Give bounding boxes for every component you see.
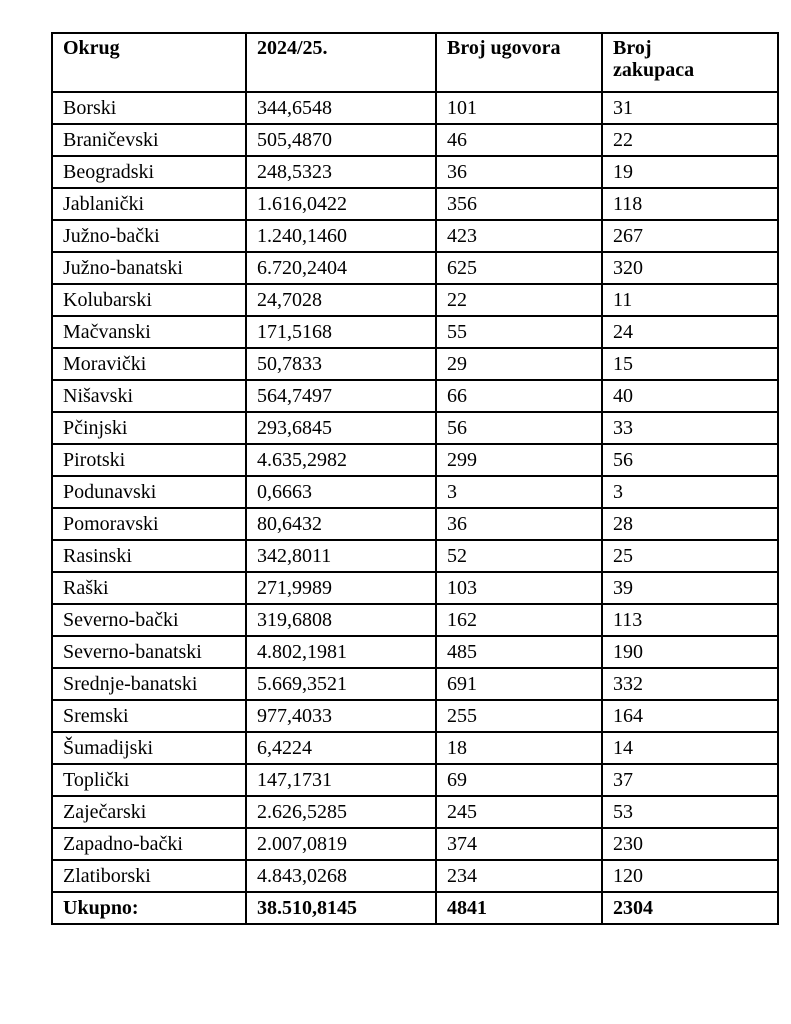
- cell-contracts: 66: [436, 380, 602, 412]
- table-row: [52, 156, 778, 188]
- cell-okrug: Severno-bački: [52, 604, 246, 636]
- cell-contracts: 625: [436, 252, 602, 284]
- cell-lessees: 113: [602, 604, 778, 636]
- cell-lessees: 24: [602, 316, 778, 348]
- cell-okrug: Srednje-banatski: [52, 668, 246, 700]
- cell-lessees: 120: [602, 860, 778, 892]
- cell-contracts: 423: [436, 220, 602, 252]
- table-row: [52, 92, 778, 124]
- district-lease-table: [51, 32, 779, 925]
- table-row: [52, 604, 778, 636]
- cell-okrug: Borski: [52, 92, 246, 124]
- cell-okrug: Mačvanski: [52, 316, 246, 348]
- cell-okrug: Kolubarski: [52, 284, 246, 316]
- cell-lessees: 118: [602, 188, 778, 220]
- cell-lessees: 33: [602, 412, 778, 444]
- cell-okrug: Pirotski: [52, 444, 246, 476]
- cell-contracts: 356: [436, 188, 602, 220]
- cell-okrug: Moravički: [52, 348, 246, 380]
- cell-okrug: Rasinski: [52, 540, 246, 572]
- cell-area: 344,6548: [246, 92, 436, 124]
- cell-area: 171,5168: [246, 316, 436, 348]
- cell-okrug: Južno-banatski: [52, 252, 246, 284]
- cell-lessees: 39: [602, 572, 778, 604]
- cell-okrug: Toplički: [52, 764, 246, 796]
- cell-contracts: 46: [436, 124, 602, 156]
- cell-area: 24,7028: [246, 284, 436, 316]
- cell-okrug: Beogradski: [52, 156, 246, 188]
- cell-okrug: Braničevski: [52, 124, 246, 156]
- cell-okrug: Sremski: [52, 700, 246, 732]
- cell-contracts: 255: [436, 700, 602, 732]
- total-row: [52, 892, 778, 924]
- cell-area: 977,4033: [246, 700, 436, 732]
- cell-area: 271,9989: [246, 572, 436, 604]
- cell-lessees: 53: [602, 796, 778, 828]
- cell-contracts: 36: [436, 508, 602, 540]
- table-row: [52, 860, 778, 892]
- cell-okrug: Zaječarski: [52, 796, 246, 828]
- cell-okrug: Šumadijski: [52, 732, 246, 764]
- cell-area: 4.635,2982: [246, 444, 436, 476]
- cell-area: 147,1731: [246, 764, 436, 796]
- table-row: [52, 188, 778, 220]
- cell-area: 293,6845: [246, 412, 436, 444]
- cell-area: 564,7497: [246, 380, 436, 412]
- table-row: [52, 700, 778, 732]
- cell-lessees: 267: [602, 220, 778, 252]
- cell-lessees: 11: [602, 284, 778, 316]
- cell-contracts: 245: [436, 796, 602, 828]
- cell-area: 2.626,5285: [246, 796, 436, 828]
- cell-area: 6,4224: [246, 732, 436, 764]
- cell-okrug: Zapadno-bački: [52, 828, 246, 860]
- cell-area: 342,8011: [246, 540, 436, 572]
- cell-area: 1.616,0422: [246, 188, 436, 220]
- cell-contracts: 299: [436, 444, 602, 476]
- cell-lessees: 31: [602, 92, 778, 124]
- cell-lessees: 15: [602, 348, 778, 380]
- table-row: [52, 348, 778, 380]
- total-area: 38.510,8145: [246, 892, 436, 924]
- table-row: [52, 412, 778, 444]
- table-row: [52, 668, 778, 700]
- cell-lessees: 28: [602, 508, 778, 540]
- cell-okrug: Nišavski: [52, 380, 246, 412]
- cell-contracts: 101: [436, 92, 602, 124]
- cell-area: 0,6663: [246, 476, 436, 508]
- total-contracts: 4841: [436, 892, 602, 924]
- cell-lessees: 190: [602, 636, 778, 668]
- cell-contracts: 69: [436, 764, 602, 796]
- cell-area: 4.802,1981: [246, 636, 436, 668]
- header-broj-zakupaca: Broj zakupaca: [602, 33, 778, 92]
- cell-lessees: 164: [602, 700, 778, 732]
- cell-okrug: Južno-bački: [52, 220, 246, 252]
- cell-area: 5.669,3521: [246, 668, 436, 700]
- cell-lessees: 25: [602, 540, 778, 572]
- cell-lessees: 230: [602, 828, 778, 860]
- cell-area: 319,6808: [246, 604, 436, 636]
- header-broj-ugovora: Broj ugovora: [436, 33, 602, 92]
- cell-contracts: 485: [436, 636, 602, 668]
- cell-area: 50,7833: [246, 348, 436, 380]
- table-row: [52, 572, 778, 604]
- table-row: [52, 732, 778, 764]
- table-row: [52, 540, 778, 572]
- cell-area: 505,4870: [246, 124, 436, 156]
- cell-okrug: Pomoravski: [52, 508, 246, 540]
- cell-contracts: 103: [436, 572, 602, 604]
- cell-lessees: 332: [602, 668, 778, 700]
- cell-contracts: 36: [436, 156, 602, 188]
- cell-contracts: 374: [436, 828, 602, 860]
- total-label: Ukupno:: [52, 892, 246, 924]
- cell-okrug: Raški: [52, 572, 246, 604]
- table-row: [52, 380, 778, 412]
- cell-contracts: 691: [436, 668, 602, 700]
- total-lessees: 2304: [602, 892, 778, 924]
- cell-contracts: 22: [436, 284, 602, 316]
- cell-contracts: 18: [436, 732, 602, 764]
- cell-area: 4.843,0268: [246, 860, 436, 892]
- cell-area: 248,5323: [246, 156, 436, 188]
- table-row: [52, 124, 778, 156]
- table-row: [52, 796, 778, 828]
- header-okrug: Okrug: [52, 33, 246, 92]
- cell-contracts: 234: [436, 860, 602, 892]
- cell-contracts: 162: [436, 604, 602, 636]
- cell-lessees: 22: [602, 124, 778, 156]
- table-row: [52, 764, 778, 796]
- table-row: [52, 252, 778, 284]
- table-row: [52, 636, 778, 668]
- header-year: 2024/25.: [246, 33, 436, 92]
- cell-contracts: 55: [436, 316, 602, 348]
- cell-contracts: 29: [436, 348, 602, 380]
- cell-lessees: 320: [602, 252, 778, 284]
- table-row: [52, 316, 778, 348]
- cell-contracts: 56: [436, 412, 602, 444]
- cell-okrug: Pčinjski: [52, 412, 246, 444]
- cell-okrug: Severno-banatski: [52, 636, 246, 668]
- cell-lessees: 37: [602, 764, 778, 796]
- cell-okrug: Zlatiborski: [52, 860, 246, 892]
- table-row: [52, 828, 778, 860]
- cell-lessees: 56: [602, 444, 778, 476]
- cell-contracts: 52: [436, 540, 602, 572]
- cell-area: 2.007,0819: [246, 828, 436, 860]
- table-body: [52, 92, 778, 892]
- table-row: [52, 476, 778, 508]
- cell-contracts: 3: [436, 476, 602, 508]
- table-row: [52, 220, 778, 252]
- cell-lessees: 14: [602, 732, 778, 764]
- cell-area: 1.240,1460: [246, 220, 436, 252]
- table-row: [52, 508, 778, 540]
- table-row: [52, 284, 778, 316]
- cell-okrug: Podunavski: [52, 476, 246, 508]
- table-row: [52, 444, 778, 476]
- cell-area: 80,6432: [246, 508, 436, 540]
- cell-lessees: 19: [602, 156, 778, 188]
- header-row: [52, 33, 778, 92]
- cell-lessees: 3: [602, 476, 778, 508]
- cell-area: 6.720,2404: [246, 252, 436, 284]
- cell-lessees: 40: [602, 380, 778, 412]
- cell-okrug: Jablanički: [52, 188, 246, 220]
